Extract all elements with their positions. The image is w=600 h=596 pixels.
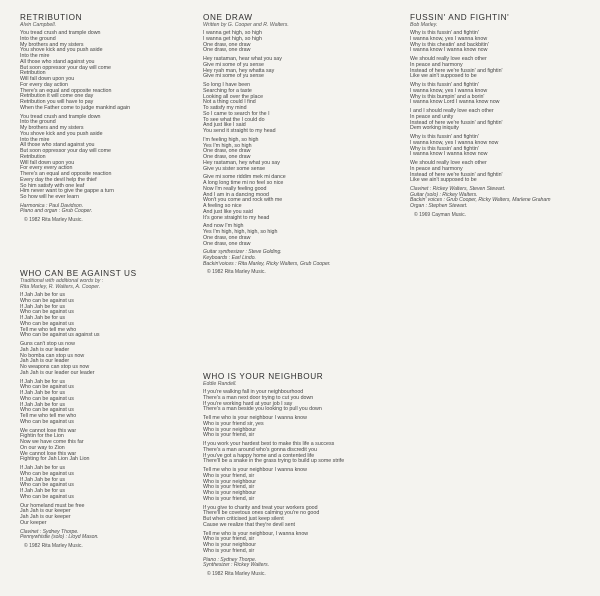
lyric-line: Into the ground bbox=[20, 35, 56, 42]
lyric-line: Tell me who is your neighbour I wanna know bbox=[203, 415, 307, 421]
lyric-line: Hey rastaman, hear what you say bbox=[203, 56, 282, 62]
lyric-line: For every day action bbox=[20, 81, 68, 88]
lyric-line: But when criticised just keep silent bbox=[203, 516, 284, 522]
lyric-line: Searching for a taste bbox=[203, 87, 252, 94]
lyric-line: Give mi some of yu sense bbox=[203, 61, 264, 68]
lyric-line: In peace and harmony bbox=[410, 61, 463, 68]
lyric-line: Who can be against us bbox=[20, 309, 74, 316]
lyric-line: One draw, one draw bbox=[203, 240, 251, 247]
lyric-line: My brothers and my sisters bbox=[20, 125, 84, 131]
lyric-line: If Jah Jah be for us bbox=[20, 292, 66, 298]
lyric-line: One draw, one draw bbox=[203, 154, 251, 160]
stanza bbox=[20, 380, 200, 426]
lyric-line: If Jah Jah be for us bbox=[20, 476, 66, 483]
lyric-line: Why is this fussin' and fightin' bbox=[410, 134, 479, 140]
lyric-line: If you've got a happy home and a contented life bbox=[203, 452, 315, 459]
lyric-line: I wanna know, yes I wanna know bbox=[410, 35, 488, 42]
song-title: ONE DRAW bbox=[203, 13, 253, 22]
lyric-line: Tell me who tell me who bbox=[20, 413, 77, 419]
credit-line: Clavinet : Sydney Thorpe. bbox=[20, 528, 79, 535]
stanza bbox=[410, 161, 585, 184]
lyric-line: We should really love each other bbox=[410, 56, 487, 62]
credit-line: Synthesizer : Rickey Walters. bbox=[203, 562, 270, 569]
stanza bbox=[203, 31, 383, 54]
lyric-line: I and I should really love each other bbox=[410, 108, 494, 114]
lyric-line: In peace and unity bbox=[410, 113, 454, 120]
lyric-line: Who can be against us bbox=[20, 320, 74, 327]
credit-line: Backin'voices : Rita Marley, Ricky Walters, Grub Cooper. bbox=[203, 260, 331, 267]
lyric-line: Who is your neighbour bbox=[203, 490, 256, 496]
stanza bbox=[410, 31, 585, 54]
song-title: RETRIBUTION bbox=[20, 13, 83, 22]
lyric-line: You tread crush and trample down bbox=[20, 113, 101, 120]
lyric-line: But soon oppressor your day will come bbox=[20, 148, 111, 154]
lyric-line: If Jah Jah be for us bbox=[20, 401, 66, 408]
stanza bbox=[410, 83, 585, 106]
lyric-line: No weapons can stop us now bbox=[20, 364, 90, 370]
lyric-line: Retribution you will have to pay bbox=[20, 99, 94, 105]
credit-line: Harmonica : Paul Davidson. bbox=[20, 202, 84, 209]
song-who-can-be-against-us bbox=[20, 269, 200, 549]
credit-line: Backin' voices : Grub Cooper, Ricky Walters, Marlene Graham bbox=[410, 197, 551, 204]
song-fussin-and-fightin bbox=[410, 13, 585, 218]
lyric-line: There'll be a snake in the grass trying to build up some strife bbox=[203, 458, 345, 465]
lyric-line: If Jah Jah be for us bbox=[20, 303, 66, 310]
credits-block bbox=[203, 250, 383, 267]
stanza bbox=[20, 342, 200, 377]
song-title: WHO IS YOUR NEIGHBOUR bbox=[203, 372, 324, 381]
stanza bbox=[203, 506, 403, 529]
lyric-line: Who is your friend, sir bbox=[203, 495, 255, 502]
lyric-line: You tread crush and trample down bbox=[20, 30, 101, 36]
lyric-line: Who can be against us bbox=[20, 493, 74, 500]
stanza bbox=[410, 135, 585, 158]
lyric-line: Who can be against us bbox=[20, 407, 74, 414]
lyric-line: Who can be against us bbox=[20, 470, 74, 477]
lyric-line: Hey ryah man, hey whatta say bbox=[203, 67, 275, 74]
lyric-line: I'm feeling high, so high bbox=[203, 136, 259, 143]
lyric-line: On our way to Zion bbox=[20, 444, 65, 451]
credit-line: Keyboards : Earl Lindo. bbox=[203, 254, 256, 261]
credits-block bbox=[20, 204, 200, 215]
song-who-is-your-neighbour bbox=[203, 372, 403, 577]
lyric-line: Who is your friend sir, yes bbox=[203, 420, 264, 427]
stanza bbox=[203, 442, 403, 465]
stanza bbox=[410, 109, 585, 132]
lyric-line: Instead of here we're fussin' and fightin' bbox=[410, 67, 503, 74]
lyric-line: Guns can't stop us now bbox=[20, 341, 75, 347]
song-author-secondary: Rita Marley, R. Walters, A. Cooper. bbox=[20, 284, 101, 290]
lyric-line: Now I'm really feeling good bbox=[203, 185, 267, 192]
lyric-line: One draw, one draw bbox=[203, 148, 251, 155]
song-author: Written by G. Cooper and R. Walters. bbox=[203, 22, 289, 28]
lyric-line: If Jah Jah be for us bbox=[20, 378, 66, 385]
lyric-line: So I came to search for the I bbox=[203, 110, 270, 117]
lyric-line: Who is your friend, sir bbox=[203, 472, 255, 479]
lyric-line: If you give to charity and treat your workers good bbox=[203, 504, 318, 511]
lyric-line: If Jah Jah be for us bbox=[20, 315, 66, 321]
stanza bbox=[20, 429, 200, 464]
credit-line: Clavinet : Rickey Walters, Steven Stewart. bbox=[410, 186, 506, 192]
lyric-line: And now I'm high bbox=[203, 223, 244, 230]
lyric-line: One draw, one draw bbox=[203, 41, 251, 48]
credit-line: Pennywhistle (solo) : Lloyd Mason. bbox=[20, 534, 99, 541]
stanza bbox=[203, 224, 383, 247]
lyric-line: Like we ain't supposed to be bbox=[410, 73, 477, 80]
credit-line: Guitar synthesizer : Steve Golding. bbox=[203, 249, 282, 256]
stanza bbox=[203, 83, 383, 135]
credit-line: Guitar (solo) : Rickey Walters. bbox=[410, 191, 478, 198]
lyric-line: Retribution it will come one day bbox=[20, 93, 94, 100]
stanza bbox=[410, 57, 585, 80]
lyric-line: I wanna know I wanna know now bbox=[410, 47, 488, 54]
stanza bbox=[203, 532, 403, 555]
lyric-line: Tell me who tell me who bbox=[20, 326, 77, 333]
lyric-line: Who can be against us bbox=[20, 384, 74, 391]
stanza bbox=[203, 57, 383, 80]
lyric-line: So long I have been bbox=[203, 82, 251, 88]
lyric-line: If Jah Jah be for us bbox=[20, 488, 66, 494]
lyric-line: I wanna know, yes I wanna know bbox=[410, 87, 488, 94]
lyric-line: There'll be covetous ones calming you're no good bbox=[203, 510, 320, 517]
lyric-line: Will fall down upon you bbox=[20, 76, 75, 82]
lyric-line: If Jah Jah be for us bbox=[20, 465, 66, 471]
song-author: Eddie Randell. bbox=[203, 381, 237, 387]
lyric-line: Instead of here we're fussin' and fightin' bbox=[410, 171, 503, 178]
lyric-line: Who is your neighbour bbox=[203, 542, 256, 548]
lyric-line: I wanna get high, so high bbox=[203, 30, 262, 36]
lyric-line: My brothers and my sisters bbox=[20, 41, 84, 48]
lyric-line: I wanna get high, so high bbox=[203, 35, 262, 42]
lyric-line: Give mi some of yu sense bbox=[203, 73, 264, 80]
credits-block bbox=[20, 530, 200, 541]
lyric-line: Into the mire bbox=[20, 53, 50, 59]
lyric-line: If you're working hard at your job I say bbox=[203, 400, 293, 407]
lyric-line: Will fall down upon you bbox=[20, 159, 75, 166]
lyric-line: Into the mire bbox=[20, 136, 50, 143]
lyric-line: Who can be against us bbox=[20, 418, 74, 425]
lyric-line: All those who stand against you bbox=[20, 142, 95, 149]
lyric-line: I wanna know Lord I wanna know now bbox=[410, 99, 500, 106]
lyric-line: Why is this bumpin' and a borin' bbox=[410, 93, 485, 100]
lyric-line: Won't you come and rock with me bbox=[203, 197, 283, 204]
lyric-line: You shove kick and you push aside bbox=[20, 130, 103, 137]
lyric-line: Fighting for Jah Lion Jah Lion bbox=[20, 456, 90, 463]
lyric-line: Why is this cheatin' and backbitin' bbox=[410, 41, 489, 48]
lyric-line: To see what the I could do bbox=[203, 116, 265, 123]
credit-line: Organ : Stephen Stewart. bbox=[410, 203, 468, 210]
lyric-line: Yes I'm high, high, high, so high bbox=[203, 229, 278, 235]
lyric-line: And just like I said bbox=[203, 122, 246, 129]
lyric-line: If you work your hardest best to make this life a success bbox=[203, 441, 335, 447]
lyric-line: All those who stand against you bbox=[20, 58, 95, 65]
lyric-line: In peace and harmony bbox=[410, 165, 463, 172]
lyric-line: Why is this fussin' and fightin' bbox=[410, 145, 479, 152]
lyric-line: Not a thing could I find bbox=[203, 99, 256, 106]
lyric-line: One draw, one draw bbox=[203, 234, 251, 241]
lyric-line: And just like you said bbox=[203, 208, 253, 215]
lyric-line: Who is your neighbour bbox=[203, 426, 256, 433]
song-title: WHO CAN BE AGAINST US bbox=[20, 269, 137, 278]
lyric-line: There's a man around who's gonna discredit you bbox=[203, 446, 317, 453]
lyric-line: Who can be against us against us bbox=[20, 332, 100, 339]
lyric-line: You send it straight to my head bbox=[203, 128, 276, 134]
lyric-line: One draw, one draw bbox=[203, 47, 251, 54]
stanza bbox=[203, 468, 403, 503]
lyric-line: Jah Jah is our leader our leader bbox=[20, 369, 95, 376]
lyric-line: Give mi some riddim mek mi dance bbox=[203, 174, 286, 181]
lyric-line: Like we ain't supposed to be bbox=[410, 177, 477, 184]
lyric-line: Who can be against us bbox=[20, 297, 74, 304]
lyric-line: Who is your friend, sir bbox=[203, 432, 255, 439]
lyric-line: Jah Jah is our leader bbox=[20, 346, 70, 353]
lyric-line: Dem working iniquity bbox=[410, 125, 459, 132]
credit-line: Piano and organ : Grub Cooper. bbox=[20, 208, 93, 215]
stanza bbox=[20, 466, 200, 501]
stanza bbox=[203, 138, 383, 173]
lyric-line: Who can be against us bbox=[20, 395, 74, 402]
lyric-line: There's a man beside you looking to pull you down bbox=[203, 406, 322, 413]
lyric-line: Yes I'm high, so high bbox=[203, 142, 252, 149]
credits-block bbox=[410, 187, 585, 210]
lyric-line: Tell me who is your neighbour, I wanna know bbox=[203, 530, 309, 537]
song-author: Traditional with additional words by : bbox=[20, 278, 104, 284]
lyric-line: If Jah Jah be for us bbox=[20, 390, 66, 396]
song-one-draw bbox=[203, 13, 383, 275]
stanza bbox=[20, 115, 200, 201]
stanza bbox=[203, 175, 383, 221]
lyric-line: No bomba can stop us now bbox=[20, 352, 85, 359]
lyric-line: Jah Jah is our keeper bbox=[20, 514, 71, 520]
stanza bbox=[203, 390, 403, 413]
lyric-line: We should really love each other bbox=[410, 160, 487, 166]
lyric-line: For every every action bbox=[20, 165, 73, 172]
lyric-line: There's a man next door trying to cut you down bbox=[203, 394, 314, 401]
song-author: Alvin Campbell. bbox=[20, 22, 57, 28]
lyric-line: Him never want to give the gappe a turn bbox=[20, 188, 114, 195]
lyric-line: Jah Jah is our leader bbox=[20, 358, 70, 365]
lyric-line: A feeling so nice bbox=[203, 203, 242, 209]
credits-block bbox=[203, 558, 403, 569]
lyric-line: It's gone straight to my head bbox=[203, 214, 270, 221]
lyric-line: I wanna know, yes I wanna know now bbox=[410, 139, 499, 146]
lyric-line: There's an equal and opposite reaction bbox=[20, 87, 112, 94]
lyric-line: Our homeland must be free bbox=[20, 502, 85, 509]
copyright-notice: © 1969 Cayman Music. bbox=[414, 211, 467, 218]
lyric-line: Into the ground bbox=[20, 119, 56, 126]
lyric-line: Fightin for the Lion bbox=[20, 433, 64, 440]
lyric-line: Who is your neighbour bbox=[203, 478, 256, 485]
lyric-line: Who can be against us bbox=[20, 482, 74, 489]
lyric-line: Cause we realize that they're devil sent bbox=[203, 521, 295, 528]
lyric-line: Why is this fussin' and fightin' bbox=[410, 82, 479, 88]
lyric-line: To satisfy my mind bbox=[203, 105, 247, 111]
stanza bbox=[203, 416, 403, 439]
copyright-notice: © 1982 Rita Marley Music. bbox=[24, 217, 83, 224]
song-author: Bob Marley. bbox=[410, 22, 438, 28]
stanza bbox=[20, 293, 200, 339]
lyric-line: Who is your friend, sir bbox=[203, 547, 255, 554]
copyright-notice: © 1982 Rita Marley Music. bbox=[207, 570, 266, 577]
lyric-line: So how will he ever learn bbox=[20, 194, 79, 200]
lyric-line: When the Father come to judge mankind again bbox=[20, 104, 131, 111]
lyric-line: Hey rastaman, hey what you say bbox=[203, 159, 280, 166]
lyric-line: And I am in a dancing mood bbox=[203, 191, 269, 198]
lyric-line: A long long time mi no feel so nice bbox=[203, 180, 284, 186]
lyric-line: So him satisfy with one leaf bbox=[20, 182, 85, 189]
lyric-line: Looking all over the place bbox=[203, 93, 264, 100]
song-title: FUSSIN' AND FIGHTIN' bbox=[410, 13, 510, 22]
lyric-line: You shove kick and you push aside bbox=[20, 47, 103, 54]
lyric-line: If you're walking fall in your neighbourhood bbox=[203, 389, 304, 395]
lyric-line: There's an equal and opposite reaction bbox=[20, 171, 112, 177]
song-retribution bbox=[20, 13, 200, 223]
lyric-line: But soon oppressor your day will come bbox=[20, 64, 111, 71]
stanza bbox=[20, 31, 200, 112]
lyric-line: Retribution bbox=[20, 153, 46, 160]
lyric-line: We cannot lose this war bbox=[20, 450, 77, 457]
lyric-line: Give yu sister some sense bbox=[203, 165, 266, 172]
copyright-notice: © 1982 Rita Marley Music. bbox=[207, 269, 266, 276]
lyric-line: I wanna know I wanna know now bbox=[410, 151, 488, 158]
lyric-line: Retribution bbox=[20, 70, 46, 77]
credit-line: Piano : Sydney Thorpe. bbox=[203, 556, 257, 563]
copyright-notice: © 1982 Rita Marley Music. bbox=[24, 542, 83, 549]
lyric-line: Who is your friend, sir bbox=[203, 536, 255, 543]
stanza bbox=[20, 504, 200, 527]
lyric-line: Our keeper bbox=[20, 519, 47, 526]
lyric-line: Every day the devil help the thief bbox=[20, 176, 97, 183]
lyric-line: Instead of here we're fussin' and fightin' bbox=[410, 119, 503, 126]
lyric-line: Now we have come this far bbox=[20, 439, 84, 445]
lyric-line: Tell me who is your neighbour I wanna know bbox=[203, 467, 307, 473]
lyric-line: We cannot lose this war bbox=[20, 427, 77, 434]
lyric-line: Why is this fussin' and fightin' bbox=[410, 30, 479, 36]
lyric-line: Jah Jah is our keeper bbox=[20, 508, 71, 515]
lyric-line: Who is your friend, sir bbox=[203, 484, 255, 491]
